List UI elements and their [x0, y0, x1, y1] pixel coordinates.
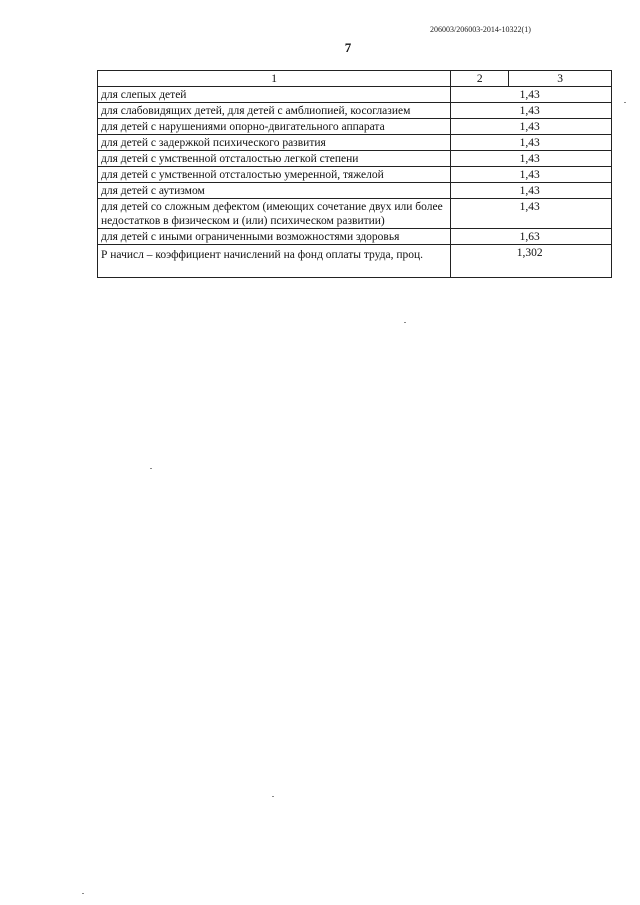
table-row	[98, 245, 612, 278]
document-id: 206003/206003-2014-10322(1)	[430, 25, 531, 34]
table-header-row	[98, 71, 612, 87]
table-row	[98, 135, 612, 151]
table-row	[98, 183, 612, 199]
row-label: Р начисл – коэффициент начислений на фонд оплаты труда, проц.	[98, 245, 451, 278]
table-row	[98, 199, 612, 229]
row-label: для детей с аутизмом	[98, 183, 451, 199]
row-label: для детей с нарушениями опорно-двигательного аппарата	[98, 119, 451, 135]
row-value: 1,43	[451, 103, 612, 119]
column-header-3: 3	[509, 71, 612, 87]
row-value: 1,43	[451, 135, 612, 151]
row-label: для детей с задержкой психического развития	[98, 135, 451, 151]
row-label: для детей с иными ограниченными возможностями здоровья	[98, 229, 451, 245]
scan-speck	[404, 322, 406, 323]
scan-speck	[624, 102, 626, 103]
table-row	[98, 167, 612, 183]
scan-speck	[82, 893, 84, 894]
coefficients-table	[97, 70, 612, 278]
table-row	[98, 103, 612, 119]
row-value: 1,43	[451, 167, 612, 183]
row-value: 1,43	[451, 87, 612, 103]
column-header-1: 1	[98, 71, 451, 87]
table-row	[98, 229, 612, 245]
table-row	[98, 119, 612, 135]
scan-speck	[150, 468, 152, 469]
row-label: для детей с умственной отсталостью умеренной, тяжелой	[98, 167, 451, 183]
row-label: для детей с умственной отсталостью легкой степени	[98, 151, 451, 167]
row-value: 1,43	[451, 119, 612, 135]
row-label: для детей со сложным дефектом (имеющих сочетание двух или более недостатков в физическом и (или) психическом развитии)	[98, 199, 451, 229]
page-number: 7	[344, 40, 352, 55]
table-row	[98, 87, 612, 103]
scan-speck	[272, 796, 274, 797]
row-value: 1,43	[451, 151, 612, 167]
row-value: 1,43	[451, 199, 612, 229]
row-value: 1,302	[451, 245, 612, 278]
row-label: для слепых детей	[98, 87, 451, 103]
table-row	[98, 151, 612, 167]
row-value: 1,43	[451, 183, 612, 199]
column-header-2: 2	[451, 71, 509, 87]
row-value: 1,63	[451, 229, 612, 245]
row-label: для слабовидящих детей, для детей с амблиопией, косоглазием	[98, 103, 451, 119]
